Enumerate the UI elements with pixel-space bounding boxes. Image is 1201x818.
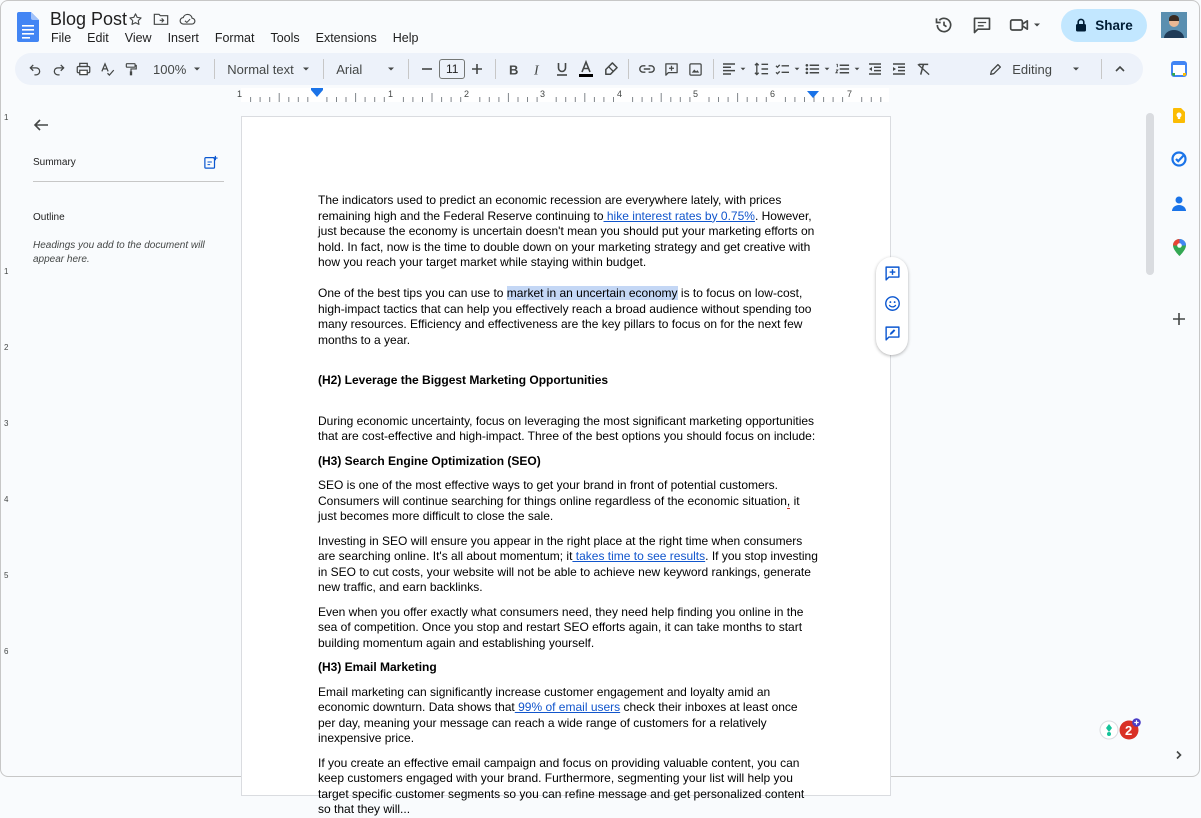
editing-mode-select[interactable] <box>983 62 1087 77</box>
text-run: is to focus on low-cost, high-impact tactics that can help you effectively reach a broad audience without spending too many resources. Efficiency and effectiveness are the key pillars to focus on for the next few months to a year. <box>318 286 812 347</box>
summary-label: Summary <box>33 157 76 168</box>
indent-increase-icon <box>892 63 906 75</box>
issue-count: 2 <box>1125 723 1133 738</box>
divider <box>1101 59 1102 79</box>
ruler-number: 6 <box>770 89 776 99</box>
chevron-down-icon <box>1032 20 1042 30</box>
italic-icon <box>532 63 544 76</box>
hide-menus-button[interactable] <box>1108 55 1132 83</box>
user-photo-icon <box>1161 12 1187 38</box>
underline-icon <box>556 62 568 76</box>
menu-insert[interactable]: Insert <box>167 31 199 45</box>
paragraph <box>318 478 818 525</box>
menu-edit[interactable]: Edit <box>87 31 109 45</box>
svg-text:B: B <box>509 62 519 77</box>
indent-decrease-icon <box>868 63 882 75</box>
ruler-number: 2 <box>4 343 9 352</box>
undo-icon <box>28 62 42 76</box>
text-run: Email marketing can significantly increase customer engagement and loyalty amid an economic downturn. Data shows that <box>318 684 771 714</box>
insert-image-button[interactable] <box>683 55 707 83</box>
menu-view[interactable]: View <box>124 31 152 45</box>
arrow-back-icon <box>33 117 49 133</box>
heading-h3-seo: (H3) Search Engine Optimization (SEO) <box>318 453 541 468</box>
text-run: check their inboxes at least once per day, meaning your message can reach a wide range of customers for a relatively inexpensive price. <box>318 700 798 745</box>
paint-roller-icon <box>124 62 138 77</box>
insert-link-button[interactable] <box>635 55 659 83</box>
text-run: Investing in SEO will ensure you appear in the right place at the right time when consumers are searching online. It's all about momentum; it <box>318 533 803 563</box>
menu-tools[interactable]: Tools <box>270 31 300 45</box>
emoji-icon <box>884 295 901 312</box>
get-addons-button[interactable] <box>1169 309 1189 329</box>
paragraph <box>318 685 818 747</box>
svg-text:I: I <box>534 63 539 78</box>
menu-file[interactable]: File <box>51 31 72 45</box>
menu-bar <box>43 30 427 46</box>
writing-assistant-badge[interactable] <box>1098 718 1144 747</box>
text-run: The indicators used to predict an economic recession are everywhere lately, with prices remaining high and the Federal Reserve continuing to <box>318 193 782 223</box>
paragraph: Even when you offer exactly what consumers need, they need help finding you online in the sea of competition. Once you stop and restart SEO efforts again, it can take months to start building momentum again and establishing yourself. <box>318 604 804 650</box>
redo-button[interactable] <box>47 55 71 83</box>
share-button[interactable] <box>1061 9 1147 42</box>
paint-format-button[interactable] <box>119 55 143 83</box>
text-color-button[interactable] <box>574 55 598 83</box>
align-left-icon <box>722 63 736 75</box>
heading-h3-email: (H3) Email Marketing <box>318 660 437 674</box>
video-camera-icon <box>1009 17 1029 33</box>
maps-app-button[interactable] <box>1169 237 1189 257</box>
divider <box>323 59 324 79</box>
menu-help[interactable]: Help <box>392 31 419 45</box>
decrease-indent-button[interactable] <box>863 55 887 83</box>
cloud-saved-icon[interactable] <box>179 11 195 27</box>
lock-icon <box>1075 18 1087 32</box>
highlight-color-button[interactable] <box>598 55 622 83</box>
pencil-icon <box>989 63 1002 76</box>
side-panel-rail <box>1159 53 1199 778</box>
italic-button[interactable] <box>526 55 550 83</box>
paragraph: During economic uncertainty, focus on leveraging the most significant marketing opportunities that are cost-effective and high-impact. Three of the best options you should focus on include: <box>318 413 816 443</box>
document-page[interactable] <box>241 116 891 816</box>
divider <box>628 59 629 79</box>
chevron-down-icon <box>853 65 861 73</box>
keep-app-button[interactable] <box>1169 105 1189 125</box>
star-icon[interactable] <box>127 11 143 27</box>
plus-icon <box>1172 312 1186 326</box>
maps-pin-icon <box>1173 239 1186 256</box>
add-summary-button[interactable] <box>204 155 218 174</box>
image-icon <box>688 62 703 77</box>
text-run: it just becomes more difficult to close the sale. <box>318 493 800 523</box>
comments-button[interactable] <box>963 8 1001 42</box>
ruler-number: 4 <box>4 495 9 504</box>
undo-button[interactable] <box>23 55 47 83</box>
tasks-app-button[interactable] <box>1169 149 1189 169</box>
chevron-right-icon <box>1174 750 1184 760</box>
scrollbar[interactable] <box>1146 113 1154 275</box>
docs-logo-icon[interactable] <box>17 12 39 42</box>
divider <box>33 181 224 182</box>
divider <box>214 59 215 79</box>
style-value: Normal text <box>227 61 294 77</box>
print-icon <box>76 62 91 76</box>
hyperlink[interactable]: 99% of email users <box>514 700 621 714</box>
chevron-down-icon <box>823 65 831 73</box>
print-button[interactable] <box>71 55 95 83</box>
heading-h2: (H2) Leverage the Biggest Marketing Opportunities <box>318 373 609 387</box>
divider <box>713 59 714 79</box>
history-icon <box>934 15 954 35</box>
divider <box>495 59 496 79</box>
toolbar <box>15 53 1143 85</box>
ruler-number: 1 <box>4 113 9 122</box>
suggest-edits-button[interactable] <box>884 325 901 347</box>
ruler-number: 3 <box>4 419 9 428</box>
spellcheck-icon <box>100 62 115 77</box>
assistant-badge-icon <box>1098 718 1144 742</box>
chevron-down-icon <box>192 64 202 74</box>
increase-indent-button[interactable] <box>887 55 911 83</box>
paragraph <box>318 534 818 596</box>
text-run: SEO is one of the most effective ways to get your brand in front of potential customers. Consumers will continue searching for things online regardless of the economic situation <box>318 478 787 508</box>
close-outline-button[interactable] <box>33 117 49 138</box>
editing-mode-value: Editing <box>1012 61 1052 77</box>
chevron-down-icon <box>739 65 747 73</box>
numbered-list-button[interactable] <box>833 55 863 83</box>
spellcheck-button[interactable] <box>95 55 119 83</box>
chevron-down-icon <box>793 65 801 73</box>
ruler-number: 3 <box>540 89 546 99</box>
selected-text[interactable]: market in an uncertain economy <box>506 286 678 300</box>
paragraph <box>318 193 818 271</box>
hyperlink[interactable]: hike interest rates by 0.75% <box>603 208 755 223</box>
ruler-number: 5 <box>4 571 9 580</box>
header-actions <box>925 8 1187 42</box>
font-select[interactable] <box>330 62 402 77</box>
align-button[interactable] <box>720 55 749 83</box>
chevron-down-icon <box>386 64 396 74</box>
comment-icon <box>972 15 992 35</box>
spelling-error[interactable]: , <box>786 493 791 508</box>
share-label: Share <box>1095 17 1133 33</box>
add-summary-icon <box>204 155 218 169</box>
chevron-down-icon <box>301 64 311 74</box>
bold-button[interactable] <box>502 55 526 83</box>
ruler-number: 7 <box>847 89 853 99</box>
outline-hint: Headings you add to the document will appear here. <box>33 240 205 265</box>
font-value: Arial <box>336 61 363 77</box>
tasks-icon <box>1171 151 1187 167</box>
calendar-app-button[interactable] <box>1169 59 1189 79</box>
zoom-value: 100% <box>153 61 187 77</box>
outline-label: Outline <box>33 212 65 223</box>
font-size-input[interactable]: 11 <box>439 59 465 79</box>
paragraph <box>318 286 818 348</box>
checklist-button[interactable] <box>773 55 803 83</box>
add-comment-float-button[interactable] <box>884 265 901 287</box>
bold-icon <box>508 63 520 76</box>
bulleted-list-button[interactable] <box>803 55 833 83</box>
underline-button[interactable] <box>550 55 574 83</box>
minus-icon <box>421 63 433 75</box>
text-run: . However, just because the economy is uncertain doesn't mean you should put your marketing efforts on hold. In fact, now is the time to double down on your marketing strategy and get creative with how you reach your target market while staying within budget. <box>318 208 815 269</box>
menu-format[interactable]: Format <box>214 31 255 45</box>
menu-extensions[interactable]: Extensions <box>315 31 377 45</box>
chevron-down-icon <box>1071 64 1081 74</box>
vertical-ruler[interactable] <box>1 107 13 778</box>
chevron-up-icon <box>1114 63 1126 75</box>
contacts-icon <box>1172 195 1186 211</box>
highlighter-icon <box>603 62 618 77</box>
ruler-number: 4 <box>617 89 623 99</box>
ruler-number: 1 <box>388 89 394 99</box>
text-run: One of the best tips you can use to <box>318 286 507 300</box>
checklist-icon <box>775 63 790 76</box>
line-spacing-icon <box>754 62 769 76</box>
ruler-number: 2 <box>464 89 470 99</box>
ruler-number: 5 <box>693 89 699 99</box>
meet-button[interactable] <box>1001 8 1049 42</box>
link-icon <box>639 64 655 74</box>
document-title[interactable]: Blog Post <box>50 9 128 29</box>
style-select[interactable] <box>221 62 317 77</box>
increase-font-size-button[interactable] <box>465 55 489 83</box>
title-actions <box>127 11 195 27</box>
clear-formatting-icon <box>916 62 931 76</box>
calendar-icon <box>1171 61 1187 77</box>
add-emoji-reaction-button[interactable] <box>884 295 901 317</box>
contacts-app-button[interactable] <box>1169 193 1189 213</box>
add-comment-icon <box>664 62 679 77</box>
document-body[interactable] <box>318 193 818 818</box>
ruler-number: 1 <box>4 267 9 276</box>
divider <box>408 59 409 79</box>
show-side-panel-button[interactable] <box>1169 745 1189 765</box>
floating-action-bar <box>876 257 908 355</box>
add-comment-icon <box>884 265 901 282</box>
line-spacing-button[interactable] <box>749 55 773 83</box>
add-comment-button[interactable] <box>659 55 683 83</box>
first-line-indent-marker <box>311 88 323 90</box>
redo-icon <box>52 62 66 76</box>
numbered-list-icon <box>835 63 850 75</box>
ruler-ticks <box>229 88 889 102</box>
decrease-font-size-button[interactable] <box>415 55 439 83</box>
move-folder-icon[interactable] <box>153 11 169 27</box>
ruler-number: 1 <box>237 89 243 99</box>
avatar[interactable] <box>1161 12 1187 38</box>
clear-formatting-button[interactable] <box>911 55 935 83</box>
zoom-select[interactable] <box>147 62 208 77</box>
horizontal-ruler[interactable] <box>229 88 889 102</box>
header <box>1 1 1201 53</box>
plus-icon <box>471 63 483 75</box>
version-history-button[interactable] <box>925 8 963 42</box>
bulleted-list-icon <box>805 63 820 75</box>
text-color-icon <box>578 61 594 77</box>
hyperlink[interactable]: takes time to see results <box>572 549 706 563</box>
keep-icon <box>1172 107 1186 124</box>
paragraph: If you create an effective email campaign and focus on providing valuable content, you can keep customers engaged with your brand. Furthermore, segmenting your list will help you target specific customer segments so you can refine message and get personalized content so that they will... <box>318 755 805 816</box>
ruler-number: 6 <box>4 647 9 656</box>
suggest-edit-icon <box>884 325 901 342</box>
text-run: . If you stop investing in SEO to cut costs, your website will not be able to achieve new keyword rankings, generate new traffic, and earn backlinks. <box>318 549 818 594</box>
